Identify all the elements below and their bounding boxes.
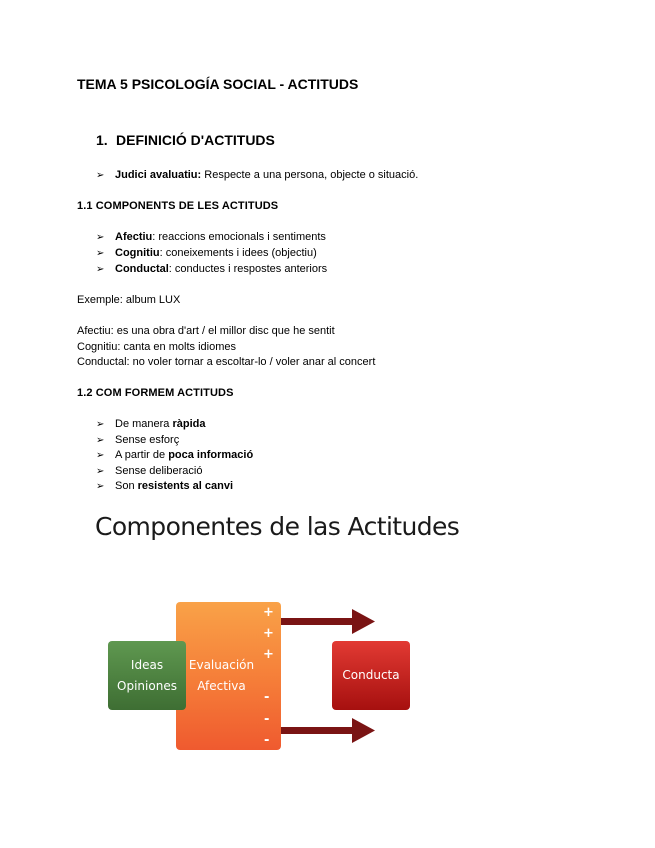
definition-text: Respecte a una persona, objecte o situació. (201, 169, 419, 181)
green-box-line2: Opiniones (117, 678, 177, 693)
plus-sign: + (263, 647, 274, 662)
example-line: Afectiu: es una obra d'art / el millor disc que he sentit (77, 325, 335, 337)
component-text: : reaccions emocionals i sentiments (152, 231, 326, 243)
plus-sign: + (263, 605, 274, 620)
figure-title: Componentes de las Actitudes (95, 512, 460, 541)
bullet-arrow-icon: ➢ (96, 481, 105, 492)
item-text: De manera (115, 418, 173, 430)
section-1-title: DEFINICIÓ D'ACTITUDS (116, 132, 275, 148)
green-box-line1: Ideas (130, 657, 164, 672)
item-bold-text: resistents al canvi (137, 480, 234, 492)
document-title: TEMA 5 PSICOLOGÍA SOCIAL - ACTITUDS (77, 76, 359, 92)
component-label: Afectiu (115, 231, 153, 243)
component-label: Cognitiu (115, 247, 160, 259)
top-arrow-icon (281, 609, 375, 634)
component-text: : coneixements i idees (objectiu) (159, 247, 317, 259)
orange-box-line2: Afectiva (197, 679, 246, 693)
bullet-arrow-icon: ➢ (96, 450, 105, 461)
red-box-label: Conducta (342, 668, 400, 682)
item-bold-text: ràpida (172, 418, 206, 430)
bullet-arrow-icon: ➢ (96, 466, 105, 477)
section-1-1-heading: 1.1 COMPONENTS DE LES ACTITUDS (77, 200, 279, 212)
example-line: Conductal: no voler tornar a escoltar-lo / voler anar al concert (77, 356, 376, 368)
bullet-arrow-icon: ➢ (96, 248, 105, 259)
bullet-arrow-icon: ➢ (96, 170, 105, 181)
minus-sign: - (264, 733, 270, 748)
component-label: Conductal (115, 263, 169, 275)
minus-sign: - (264, 690, 270, 705)
section-1-2-heading: 1.2 COM FORMEM ACTITUDS (77, 387, 234, 399)
affective-evaluation-box (176, 602, 281, 750)
item-text: Sense deliberació (115, 465, 203, 477)
ideas-opinions-box (108, 641, 186, 710)
item-text: Sense esforç (115, 434, 180, 446)
bottom-arrow-icon (281, 718, 375, 743)
bullet-arrow-icon: ➢ (96, 264, 105, 275)
conduct-box (332, 641, 410, 710)
section-1-number: 1. (96, 132, 108, 148)
bullet-arrow-icon: ➢ (96, 232, 105, 243)
example-line: Cognitiu: canta en molts idiomes (77, 341, 236, 353)
definition-label: Judici avaluatiu: (115, 169, 202, 181)
bullet-arrow-icon: ➢ (96, 435, 105, 446)
minus-sign: - (264, 712, 270, 727)
plus-sign: + (263, 626, 274, 641)
component-text: : conductes i respostes anteriors (168, 263, 328, 275)
orange-box-line1: Evaluación (188, 658, 255, 672)
item-bold-text: poca informació (168, 449, 254, 461)
item-text: Son (115, 480, 138, 492)
item-text: A partir de (115, 449, 169, 461)
bullet-arrow-icon: ➢ (96, 419, 105, 430)
example-text: Exemple: album LUX (77, 294, 181, 306)
